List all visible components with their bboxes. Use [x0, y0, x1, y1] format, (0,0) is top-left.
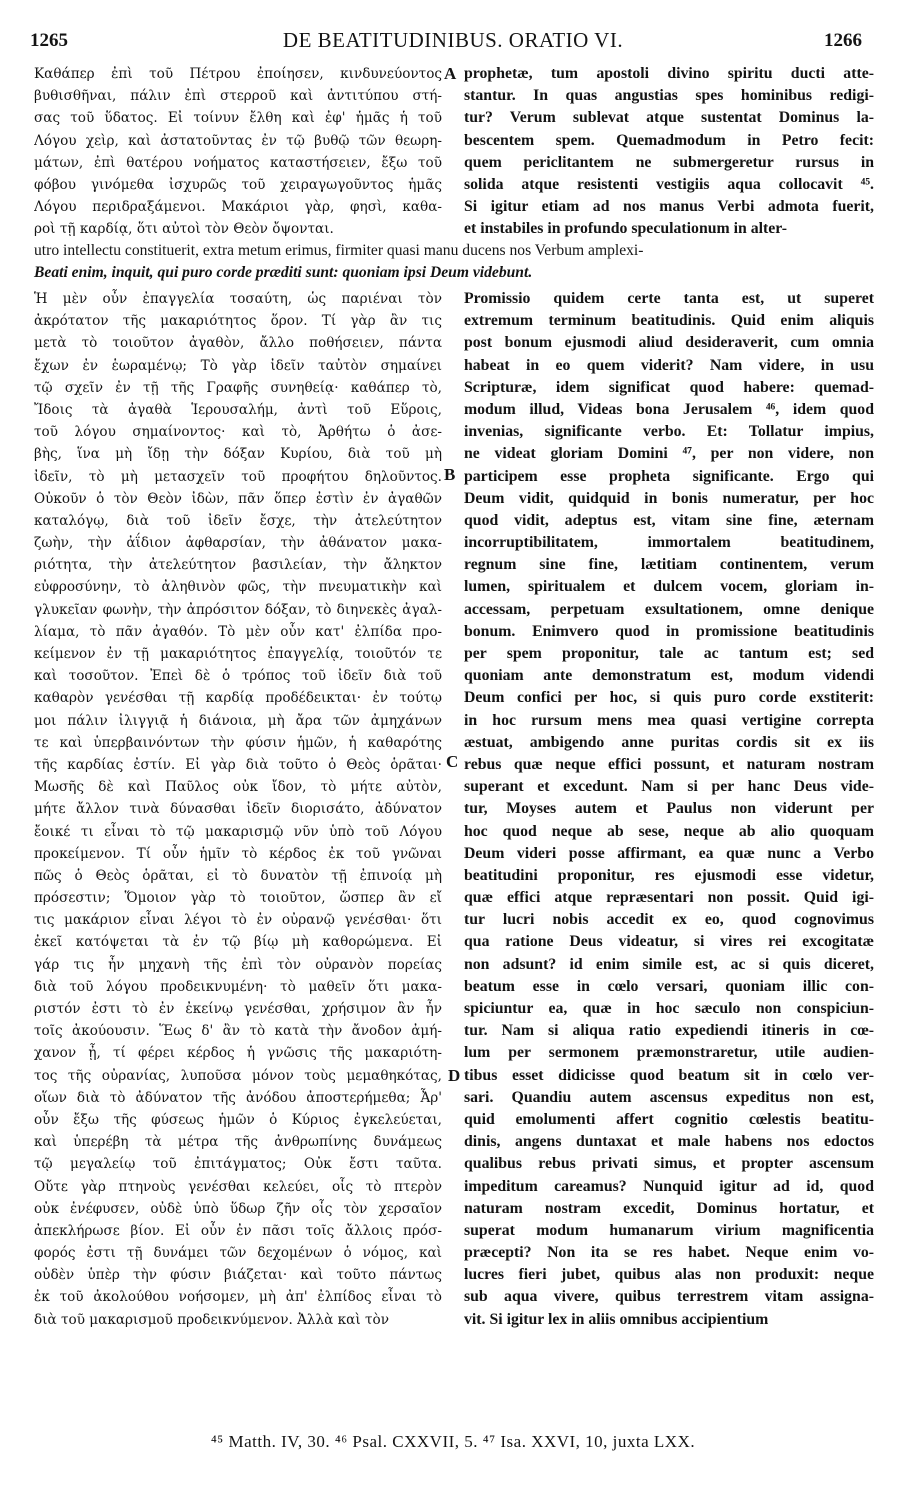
greek-text-line: καταλόγῳ, διὰ τοῦ ἰδεῖν ἔσχε, τὴν ἀτελεύτητον — [34, 512, 442, 529]
greek-text-line: εὐφροσύνην, τὸ ἀληθινὸν φῶς, τὴν πνευματικὴν καὶ — [34, 579, 442, 596]
latin-text-line: æstuat, ambigendo anne puritas cordis sit ex iis — [464, 733, 874, 751]
greek-column-main — [34, 288, 442, 1331]
greek-text-line: μοι πάλιν ἰλιγγιᾷ ἡ διάνοια, μὴ ἄρα τῶν ἀμηχάνων — [34, 712, 442, 729]
latin-text-line: lum per sermonem præmonstraretur, utile audien- — [464, 1044, 874, 1062]
greek-text-line: Ἴδοις τὰ ἀγαθὰ Ἱερουσαλήμ, ἀντὶ τοῦ Εὕροις, — [34, 401, 442, 418]
latin-text-line: superat modum humanarum virium magnificentia — [464, 1221, 874, 1239]
latin-text-line: regnum sine fine, lætitiam continentem, verum — [464, 556, 874, 574]
greek-text-line: προκείμενον. Τί οὖν ἡμῖν τὸ κέρδος ἐκ τοῦ γνῶναι — [34, 845, 442, 862]
latin-text-line: superant et excedunt. Nam si per hanc Deus vide- — [464, 778, 874, 796]
greek-text-line: ζωὴν, τὴν ἀΐδιον ἀφθαρσίαν, τὴν ἀθάνατον μακα- — [34, 535, 442, 552]
greek-text-line: Λόγου χεὶρ, καὶ ἀστατοῦντας ἐν τῷ βυθῷ τῶν θεωρη- — [34, 132, 442, 149]
full-width-line-1: utro intellectu constituerit, extra metum erimus, firmiter quasi manu ducens nos Verbum amplexi- — [34, 242, 644, 259]
latin-text-line: sub aqua vivere, quibus terrestrem vitam assigna- — [464, 1288, 874, 1306]
latin-text-line: rebus quæ neque effici possunt, et naturam nostram — [464, 755, 874, 773]
greek-text-line: οἵων διὰ τὸ ἀδύνατον τῆς ἀνόδου ἀποστερήμεθα; Ἆρ' — [34, 1089, 442, 1106]
latin-text-line: beatum esse in cœlo versari, quoniam illic con- — [464, 977, 874, 995]
latin-text-line: Deum videri posse affirmant, ea quæ nunc a Verbo — [464, 844, 874, 862]
greek-text-line: βυθισθῆναι, πάλιν ἐπὶ στερροῦ καὶ ἀντιτύπου στή- — [34, 88, 442, 105]
latin-text-line: hoc quod neque ab sese, neque ab alio quoquam — [464, 822, 874, 840]
latin-column-top — [464, 63, 874, 241]
greek-text-line: οὖν ἔξω τῆς φύσεως ἡμῶν ὁ Κύριος ἐγκελεύεται, — [34, 1111, 442, 1128]
section-marker-d: D — [448, 1066, 461, 1085]
latin-text-line: extremum terminum beatitudinis. Quid enim aliquis — [464, 312, 874, 330]
latin-text-line: Promissio quidem certe tanta est, ut superet — [464, 290, 874, 307]
latin-text-line: præcepti? Non ita se res habet. Neque enim vo- — [464, 1244, 874, 1262]
greek-text-line: φόβου γινόμεθα ἰσχυρῶς τοῦ χειραγωγοῦντος ἡμᾶς — [34, 176, 442, 193]
greek-text-line: πρόσεστιν; Ὅμοιον γὰρ τὸ τοιοῦτον, ὥσπερ ἂν εἴ — [34, 890, 442, 907]
latin-text-line: quem periclitantem ne submergeretur rursus in — [464, 153, 874, 171]
latin-text-line: per spem proponitur, tale ac tantum est; sed — [464, 645, 874, 662]
latin-text-line: dinis, angens duntaxat et male habens nos edoctos — [464, 1133, 874, 1151]
greek-text-line: διὰ τοῦ μακαρισμοῦ προδεικνύμενον. Ἀλλὰ καὶ τὸν — [34, 1311, 389, 1328]
greek-text-line: γλυκεῖαν φωνὴν, τὴν ἀπρόσιτον δόξαν, τὸ διηνεκὲς ἀγαλ- — [34, 601, 442, 618]
greek-text-line: Λόγου περιδραξάμενοι. Μακάριοι γὰρ, φησὶ, καθα- — [34, 199, 442, 216]
greek-text-line: ἐκεῖ κατόψεται τὰ ἐν τῷ βίῳ μὴ καθορώμενα. Εἰ — [34, 934, 442, 951]
latin-text-line: quod vidit, adeptus est, vitam sine fine, æternam — [464, 511, 874, 529]
latin-text-line: habeat in eo quem viderit? Nam videre, in usu — [464, 356, 874, 374]
latin-text-line: lucres fieri jubet, quibus alas non produxit: neque — [464, 1266, 874, 1284]
latin-text-line: beatitudini proponitur, res ejusmodi esse videtur, — [464, 866, 874, 884]
greek-text-line: Οὔτε γὰρ πτηνοὺς γενέσθαι κελεύει, οἷς τὸ πτερὸν — [34, 1178, 442, 1195]
greek-text-line: τος τῆς οὐρανίας, λυποῦσα μόνον τοὺς μεμαθηκότας, — [34, 1067, 442, 1084]
latin-text-line: lumen, spiritualem et dulcem vocem, gloriam in- — [464, 578, 874, 596]
latin-text-line: prophetæ, tum apostoli divino spiritu ducti atte- — [464, 65, 874, 82]
greek-text-line: τις μακάριον εἶναι λέγοι τὸ ἐν οὐρανῷ γενέσθαι· ὅτι — [34, 912, 442, 929]
greek-text-line: Καθάπερ ἐπὶ τοῦ Πέτρου ἐποίησεν, κινδυνεύοντος — [34, 66, 442, 82]
latin-text-line: tur, Moyses autem et Paulus non viderunt per — [464, 800, 874, 818]
latin-text-line: incorruptibilitatem, immortalem beatitudinem, — [464, 534, 874, 552]
greek-text-line: ἰδεῖν, τὸ μὴ μετασχεῖν τοῦ προφήτου δηλοῦντος. — [34, 468, 442, 485]
greek-text-line: κείμενον ἐν τῇ μακαριότητος ἐπαγγελίᾳ, τοιοῦτόν τε — [34, 646, 442, 662]
greek-text-line: λίαμα, τὸ πᾶν ἀγαθόν. Τὸ μὲν οὖν κατ' ἐλπίδα προ- — [34, 623, 442, 640]
latin-text-line: tur? Verum sublevat atque sustentat Dominus la- — [464, 109, 874, 127]
latin-text-line: quoniam ante demonstratum est, modum videndi — [464, 667, 874, 685]
greek-text-line: μάτων, ἐπὶ θατέρου νοήματος καταστήσειεν, ἔξω τοῦ — [34, 154, 442, 171]
latin-text-line: Si igitur etiam ad nos manus Verbi admota fuerit, — [464, 198, 874, 216]
greek-text-line: ἔχων ἐν ἑωραμένῳ; Τὸ γὰρ ἰδεῖν ταὐτὸν σημαίνει — [34, 357, 442, 374]
greek-text-line: ριότητα, τὴν ἀτελεύτητον βασιλείαν, τὴν ἄληκτον — [34, 557, 442, 574]
section-marker-a: A — [444, 64, 457, 83]
latin-text-line: bonum. Enimvero quod in promissione beatitudinis — [464, 622, 874, 640]
latin-text-line: tibus esset didicisse quod beatum sit in cœlo ver- — [464, 1066, 874, 1084]
latin-column-main — [464, 288, 874, 1331]
greek-text-line: Οὐκοῦν ὁ τὸν Θεὸν ἰδὼν, πᾶν ὅπερ ἐστὶν ἐν ἀγαθῶν — [34, 490, 442, 507]
latin-text-line: quæ effici atque repræsentari non possit. Quid igi- — [464, 889, 874, 907]
latin-text-line: spiciuntur ea, quæ in hoc sæculo non conspiciun- — [464, 1000, 874, 1017]
latin-text-line: impeditum careamus? Nunquid igitur ad id, quod — [464, 1177, 874, 1195]
section-marker-b: B — [444, 465, 456, 484]
greek-text-line: φορός ἐστι τῇ δυνάμει τῶν δεχομένων ὁ νόμος, καὶ — [34, 1245, 442, 1262]
greek-text-line: τοῦ λόγου σημαίνοντος· καὶ τὸ, Ἀρθήτω ὁ ἀσε- — [34, 424, 442, 441]
greek-text-line: τῆς καρδίας ἐστίν. Εἰ γὰρ διὰ τοῦτο ὁ Θεὸς ὁρᾶται· — [34, 756, 442, 773]
running-title: DE BEATITUDINIBUS. ORATIO VI. — [282, 28, 624, 52]
greek-text-line: οὐκ ἐνέφυσεν, οὐδὲ ὑπὸ ὕδωρ ζῆν οἷς τὸν χερσαῖον — [34, 1200, 442, 1217]
greek-text-line: μετὰ τὸ τοιοῦτον ἀγαθὸν, ἄλλο ποθήσειεν, πάντα — [34, 335, 442, 352]
latin-text-line: post bonum ejusmodi aliud desideraverit, cum omnia — [464, 334, 874, 352]
latin-text-line: invenias, significante verbo. Et: Tollatur impius, — [464, 423, 874, 441]
latin-text-line: sari. Quandiu autem ascensus expeditus non est, — [464, 1088, 874, 1106]
latin-text-line: accessam, perpetuam exsultationem, omne denique — [464, 600, 874, 618]
full-width-line-2: Beati enim, inquit, qui puro corde præditi sunt: quoniam ipsi Deum videbunt. — [34, 264, 533, 281]
page-number-right: 1266 — [824, 30, 862, 51]
greek-text-line: καὶ ὑπερέβη τὰ μέτρα τῆς ἀνθρωπίνης δυνάμεως — [34, 1134, 442, 1151]
latin-text-line: participem esse propheta significante. Ergo qui — [464, 467, 874, 485]
page-header — [0, 0, 906, 60]
greek-text-line: γάρ τις ἦν μηχανὴ τῆς ἐπὶ τὸν οὐρανὸν πορείας — [34, 956, 442, 973]
greek-text-line: Ἡ μὲν οὖν ἐπαγγελία τοσαύτη, ὡς παριέναι τὸν — [34, 291, 442, 307]
latin-text-line: Deum confici per hoc, si quis puro corde exstiterit: — [464, 689, 874, 707]
page-number-left: 1265 — [30, 30, 68, 51]
greek-text-line: χανον ᾖ, τί φέρει κέρδος ἡ γνῶσις τῆς μακαριότη- — [34, 1045, 442, 1062]
greek-text-line: καὶ τοσοῦτον. Ἐπεὶ δὲ ὁ τρόπος τοῦ ἰδεῖν διὰ τοῦ — [34, 668, 442, 685]
latin-text-line: Scripturæ, idem significat quod habere: quemad- — [464, 378, 874, 396]
greek-text-line: καθαρὸν γενέσθαι τῇ καρδίᾳ προδέδεικται· ἐν τούτῳ — [34, 690, 442, 707]
greek-text-line: τῷ σχεῖν ἐν τῇ τῆς Γραφῆς συνηθείᾳ· καθάπερ τὸ, — [34, 379, 442, 396]
latin-text-line: quid emolumenti affert cognitio cœlestis beatitu- — [464, 1110, 874, 1128]
latin-text-line: vit. Si igitur lex in aliis omnibus accipientium — [464, 1310, 769, 1328]
latin-text-line: in hoc rursum mens mea quasi vertigine correpta — [464, 711, 874, 729]
latin-text-line: qualibus rebus privati simus, et propter ascensum — [464, 1155, 874, 1173]
greek-text-line: ἀπεκλήρωσε βίον. Εἰ οὖν ἐν πᾶσι τοῖς ἄλλοις πρόσ- — [34, 1222, 442, 1239]
greek-text-line: σας τοῦ ὕδατος. Εἰ τοίνυν ἔλθη καὶ ἐφ' ἡμᾶς ἡ τοῦ — [34, 110, 442, 127]
greek-text-line: ἔοικέ τι εἶναι τὸ τῷ μακαρισμῷ νῦν ὑπὸ τοῦ Λόγου — [34, 823, 442, 840]
footnotes: ⁴⁵ Matth. IV, 30. ⁴⁶ Psal. CXXVII, 5. ⁴⁷ Isa. XXVI, 10, juxta LXX. — [210, 1432, 696, 1451]
latin-text-line: Deum vidit, quidquid in bonis numeratur, per hoc — [464, 489, 874, 507]
section-marker-c: C — [446, 752, 459, 771]
latin-text-line: non adsunt? id enim simile est, ac si quis diceret, — [464, 955, 874, 973]
latin-text-line: naturam nostram excedit, Dominus hortatur, et — [464, 1199, 874, 1217]
greek-text-line: ἐκ τοῦ ἀκολούθου νοήσομεν, μὴ ἀπ' ἐλπίδος εἶναι τὸ — [34, 1289, 442, 1306]
latin-text-line: modum illud, Videas bona Jerusalem ⁴⁶, idem quod — [464, 400, 874, 418]
greek-text-line: ριστόν ἐστι τὸ ἐν ἐκείνῳ γενέσθαι, χρήσιμον ἂν ἦν — [34, 1001, 442, 1017]
greek-column-top — [34, 63, 442, 241]
greek-text-line: Μωσῆς δὲ καὶ Παῦλος οὐκ ἴδον, τὸ μήτε αὐτὸν, — [34, 779, 442, 796]
latin-text-line: tur lucri nobis accedit ex eo, quod cognovimus — [464, 911, 874, 929]
latin-text-line: tur. Nam si aliqua ratio expediendi itineris in cœ- — [464, 1022, 874, 1040]
greek-text-line: οὐδὲν ὑπὲρ τὴν φύσιν βιάζεται· καὶ τοῦτο πάντως — [34, 1267, 442, 1284]
latin-text-line: bescentem spem. Quemadmodum in Petro fecit: — [464, 131, 874, 149]
latin-text-line: et instabiles in profundo speculationum in alter- — [464, 220, 787, 238]
latin-text-line: solida atque resistenti vestigiis aqua collocavit ⁴⁵. — [464, 175, 874, 193]
latin-text-line: stantur. In quas angustias spes hominibus redigi- — [464, 87, 874, 105]
greek-text-line: τῷ μεγαλείῳ τοῦ ἐπιτάγματος; Οὐκ ἔστι ταῦτα. — [34, 1156, 442, 1173]
greek-text-line: ροὶ τῇ καρδίᾳ, ὅτι αὐτοὶ τὸν Θεὸν ὄψονται. — [34, 221, 334, 238]
greek-text-line: πῶς ὁ Θεὸς ὁρᾶται, εἰ τὸ δυνατὸν τῇ ἐπινοίᾳ μὴ — [34, 867, 442, 884]
greek-text-line: τε καὶ ὑπερβαινόντων τὴν φύσιν ἡμῶν, ἡ καθαρότης — [34, 734, 442, 751]
greek-text-line: διὰ τοῦ λόγου προδεικνυμένη· τὸ μαθεῖν ὅτι μακα- — [34, 978, 442, 995]
greek-text-line: ἀκρότατον τῆς μακαριότητος ὅρον. Τί γὰρ ἂν τις — [34, 313, 442, 330]
greek-text-line: βὴς, ἵνα μὴ ἴδῃ τὴν δόξαν Κυρίου, διὰ τοῦ μὴ — [34, 446, 442, 463]
latin-text-line: ne videat gloriam Domini ⁴⁷, per non videre, non — [464, 445, 874, 463]
latin-text-line: qua ratione Deus videatur, si vires rei excogitatæ — [464, 933, 874, 951]
greek-text-line: τοῖς ἀκούουσιν. Ἕως δ' ἂν τὸ κατὰ τὴν ἄνοδον ἀμή- — [34, 1023, 442, 1040]
greek-text-line: μήτε ἄλλον τινὰ δύνασθαι ἰδεῖν διορισάτο, ἀδύνατον — [34, 801, 442, 818]
